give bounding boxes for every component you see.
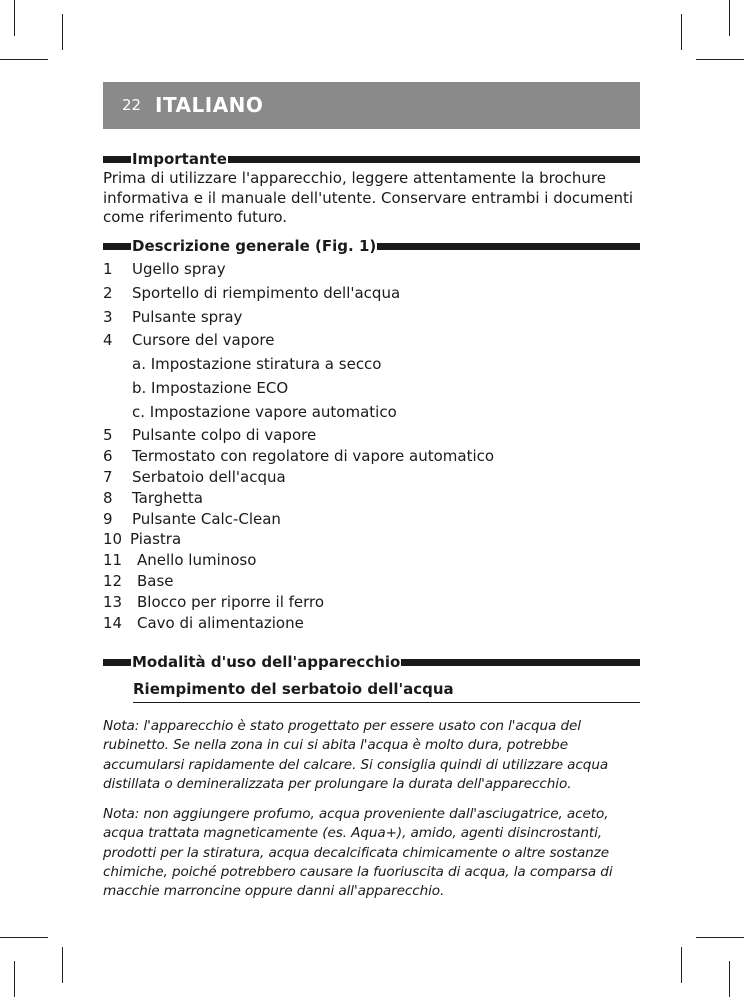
list-item: 2 Sportello di riempimento dell'acqua xyxy=(103,284,401,302)
heading-bar xyxy=(103,243,131,250)
crop-mark xyxy=(14,961,15,997)
heading-bar xyxy=(103,659,131,666)
section-heading-descrizione xyxy=(103,235,640,257)
section-title: Descrizione generale (Fig. 1) xyxy=(132,237,377,255)
list-item: 1 Ugello spray xyxy=(103,260,226,278)
crop-mark xyxy=(729,961,730,997)
crop-mark xyxy=(681,14,682,50)
list-item: 10 Piastra xyxy=(103,530,182,548)
subsection-title: Riempimento del serbatoio dell'acqua xyxy=(133,680,640,703)
crop-mark xyxy=(729,0,730,36)
list-item: 3 Pulsante spray xyxy=(103,308,243,326)
crop-mark xyxy=(14,0,15,36)
section-heading-modalita xyxy=(103,651,640,673)
crop-mark xyxy=(62,14,63,50)
list-item: 7 Serbatoio dell'acqua xyxy=(103,468,286,486)
list-item: 11 Anello luminoso xyxy=(103,551,257,569)
note-paragraph: Nota: l'apparecchio è stato progettato per essere usato con l'acqua del rubinetto. Se nella zona in cui si abita l'acqua è molto dura, potrebbe accumularsi rapidamente del calcare. Si consiglia quindi di utilizzare acqua distillata o demineralizzata per prolungare la durata dell'apparecchio. xyxy=(103,718,609,792)
crop-mark xyxy=(696,59,744,60)
list-subitem: c. Impostazione vapore automatico xyxy=(132,403,397,421)
list-item: 8 Targhetta xyxy=(103,489,203,507)
list-item: 6 Termostato con regolatore di vapore automatico xyxy=(103,447,495,465)
crop-mark xyxy=(0,937,48,938)
crop-mark xyxy=(62,947,63,983)
list-item: 14 Cavo di alimentazione xyxy=(103,614,304,632)
crop-mark xyxy=(0,59,48,60)
heading-bar xyxy=(401,659,640,666)
importante-paragraph: Prima di utilizzare l'apparecchio, leggere attentamente la brochure informativa e il manuale dell'utente. Conservare entrambi i documenti come riferimento futuro. xyxy=(103,169,634,226)
list-subitem: a. Impostazione stiratura a secco xyxy=(132,355,382,373)
heading-bar xyxy=(103,156,131,163)
note-paragraph: Nota: non aggiungere profumo, acqua proveniente dall'asciugatrice, aceto, acqua trattata magneticamente (es. Aqua+), amido, agenti disincrostanti, prodotti per la stiratura, acqua decalcificata chimicamente o altre sostanze chimiche, poiché potrebbero causare la fuoriuscita di acqua, la comparsa di macchie marroncine oppure danni all'apparecchio. xyxy=(103,806,613,900)
list-item: 4 Cursore del vapore xyxy=(103,331,275,349)
list-item: 13 Blocco per riporre il ferro xyxy=(103,593,325,611)
section-title: Modalità d'uso dell'apparecchio xyxy=(132,653,401,671)
page-header xyxy=(103,82,640,129)
crop-mark xyxy=(681,947,682,983)
list-item: 5 Pulsante colpo di vapore xyxy=(103,426,317,444)
list-item: 9 Pulsante Calc-Clean xyxy=(103,510,281,528)
language-title: ITALIANO xyxy=(155,93,264,117)
crop-mark xyxy=(696,937,744,938)
section-title: Importante xyxy=(132,150,227,168)
section-heading-importante xyxy=(103,148,640,170)
heading-bar xyxy=(377,243,640,250)
heading-bar xyxy=(228,156,640,163)
page-number: 22 xyxy=(122,96,142,114)
list-item: 12 Base xyxy=(103,572,174,590)
list-subitem: b. Impostazione ECO xyxy=(132,379,289,397)
